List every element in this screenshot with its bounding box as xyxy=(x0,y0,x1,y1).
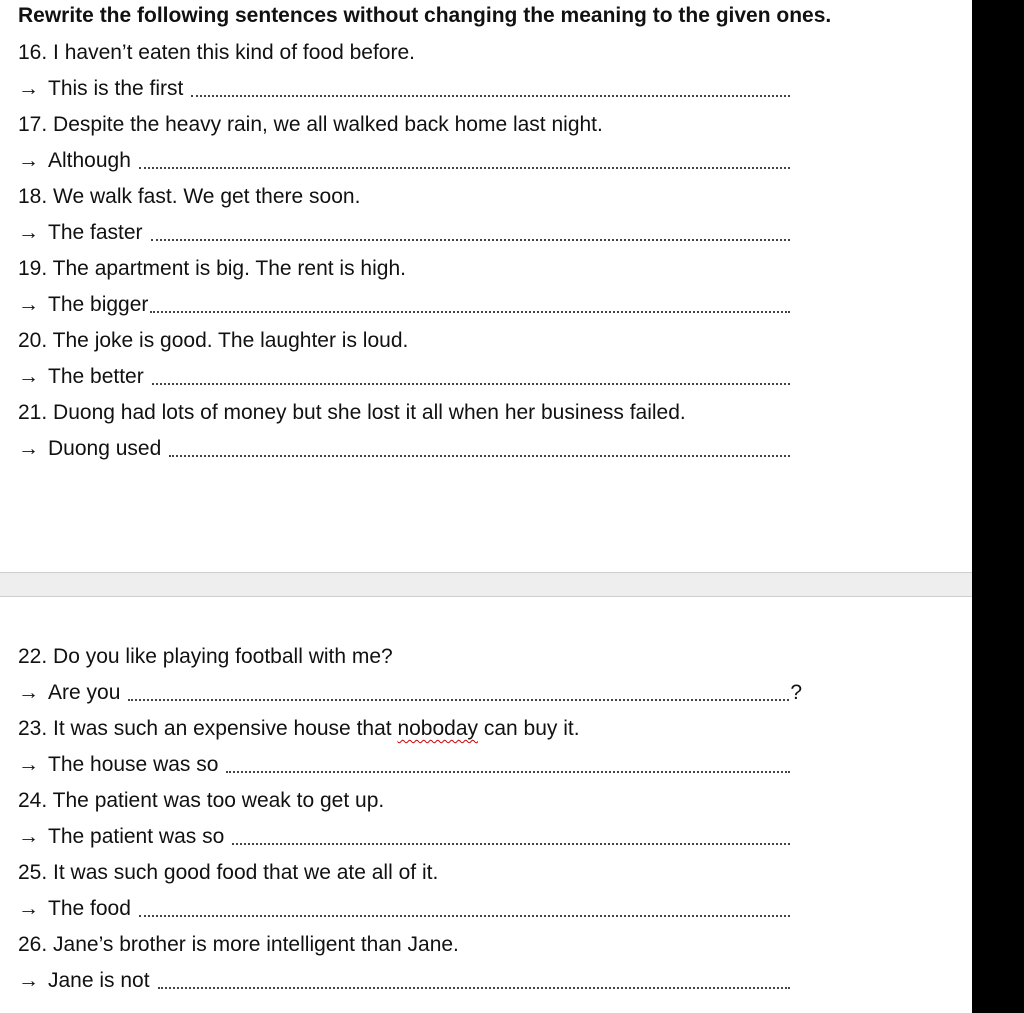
question-26 xyxy=(18,930,459,960)
question-20 xyxy=(18,326,408,356)
question-number: 20. xyxy=(18,329,48,352)
answer-blank[interactable] xyxy=(152,377,790,385)
question-16 xyxy=(18,38,415,68)
question-sentence: It was such good food that we ate all of it. xyxy=(53,861,439,884)
question-sentence: We walk fast. We get there soon. xyxy=(53,185,361,208)
question-sentence: The joke is good. The laughter is loud. xyxy=(52,329,409,352)
question-18 xyxy=(18,182,360,212)
question-number: 23. xyxy=(18,717,48,740)
question-sentence: Despite the heavy rain, we all walked back home last night. xyxy=(53,113,603,136)
answer-prompt: The house was so xyxy=(48,753,219,776)
misspelled-word[interactable]: noboday xyxy=(397,717,479,740)
question-23 xyxy=(18,714,580,744)
answer-blank[interactable] xyxy=(191,89,790,97)
answer-21 xyxy=(18,434,790,464)
document-page-2 xyxy=(0,597,972,1013)
question-number: 17. xyxy=(18,113,48,136)
question-sentence: The apartment is big. The rent is high. xyxy=(52,257,406,280)
answer-prompt: The food xyxy=(48,897,131,920)
question-number: 19. xyxy=(18,257,48,280)
answer-18 xyxy=(18,218,790,248)
answer-prompt: Although xyxy=(48,149,131,172)
answer-prompt: Are you xyxy=(48,681,121,704)
answer-blank[interactable] xyxy=(139,909,790,917)
answer-blank[interactable] xyxy=(151,233,790,241)
answer-blank[interactable] xyxy=(232,837,790,845)
page-break xyxy=(0,572,972,597)
question-number: 24. xyxy=(18,789,48,812)
question-number: 25. xyxy=(18,861,48,884)
answer-prompt: The better xyxy=(48,365,144,388)
question-number: 18. xyxy=(18,185,48,208)
question-number: 21. xyxy=(18,401,48,424)
question-21 xyxy=(18,398,686,428)
answer-25 xyxy=(18,894,790,924)
arrow-icon: → xyxy=(18,897,39,920)
arrow-icon: → xyxy=(18,969,39,992)
answer-19 xyxy=(18,290,790,320)
right-black-border xyxy=(972,0,1024,1013)
arrow-icon: → xyxy=(18,293,39,316)
answer-blank[interactable] xyxy=(128,693,789,701)
answer-blank[interactable] xyxy=(169,449,790,457)
question-number: 16. xyxy=(18,41,48,64)
answer-blank[interactable] xyxy=(226,765,790,773)
arrow-icon: → xyxy=(18,825,39,848)
question-22 xyxy=(18,642,393,672)
answer-blank[interactable] xyxy=(150,305,790,313)
question-number: 26. xyxy=(18,933,48,956)
question-sentence: Jane’s brother is more intelligent than Jane. xyxy=(53,933,459,956)
answer-prompt: Jane is not xyxy=(48,969,150,992)
answer-prompt: Duong used xyxy=(48,437,162,460)
question-19 xyxy=(18,254,406,284)
answer-blank[interactable] xyxy=(158,981,790,989)
question-17 xyxy=(18,110,603,140)
arrow-icon: → xyxy=(18,221,39,244)
question-sentence-start: It was such an expensive house that xyxy=(53,717,392,740)
arrow-icon: → xyxy=(18,149,39,172)
answer-prompt: The faster xyxy=(48,221,143,244)
answer-26 xyxy=(18,966,790,996)
arrow-icon: → xyxy=(18,77,39,100)
question-sentence: The patient was too weak to get up. xyxy=(52,789,385,812)
arrow-icon: → xyxy=(18,753,39,776)
answer-blank[interactable] xyxy=(139,161,790,169)
answer-20 xyxy=(18,362,790,392)
answer-suffix: ? xyxy=(790,681,802,704)
answer-prompt: The patient was so xyxy=(48,825,225,848)
answer-16 xyxy=(18,74,790,104)
answer-22 xyxy=(18,678,802,708)
page-title: Rewrite the following sentences without changing the meaning to the given ones. xyxy=(18,4,832,27)
answer-23 xyxy=(18,750,790,780)
question-number: 22. xyxy=(18,645,48,668)
question-24 xyxy=(18,786,384,816)
answer-prompt: This is the first xyxy=(48,77,184,100)
answer-17 xyxy=(18,146,790,176)
answer-prompt: The bigger xyxy=(48,293,149,316)
question-25 xyxy=(18,858,438,888)
answer-24 xyxy=(18,822,790,852)
question-sentence: Do you like playing football with me? xyxy=(53,645,393,668)
question-sentence-end: can buy it. xyxy=(483,717,580,740)
arrow-icon: → xyxy=(18,437,39,460)
question-sentence: Duong had lots of money but she lost it all when her business failed. xyxy=(53,401,686,424)
question-sentence: I haven’t eaten this kind of food before. xyxy=(53,41,415,64)
arrow-icon: → xyxy=(18,681,39,704)
arrow-icon: → xyxy=(18,365,39,388)
